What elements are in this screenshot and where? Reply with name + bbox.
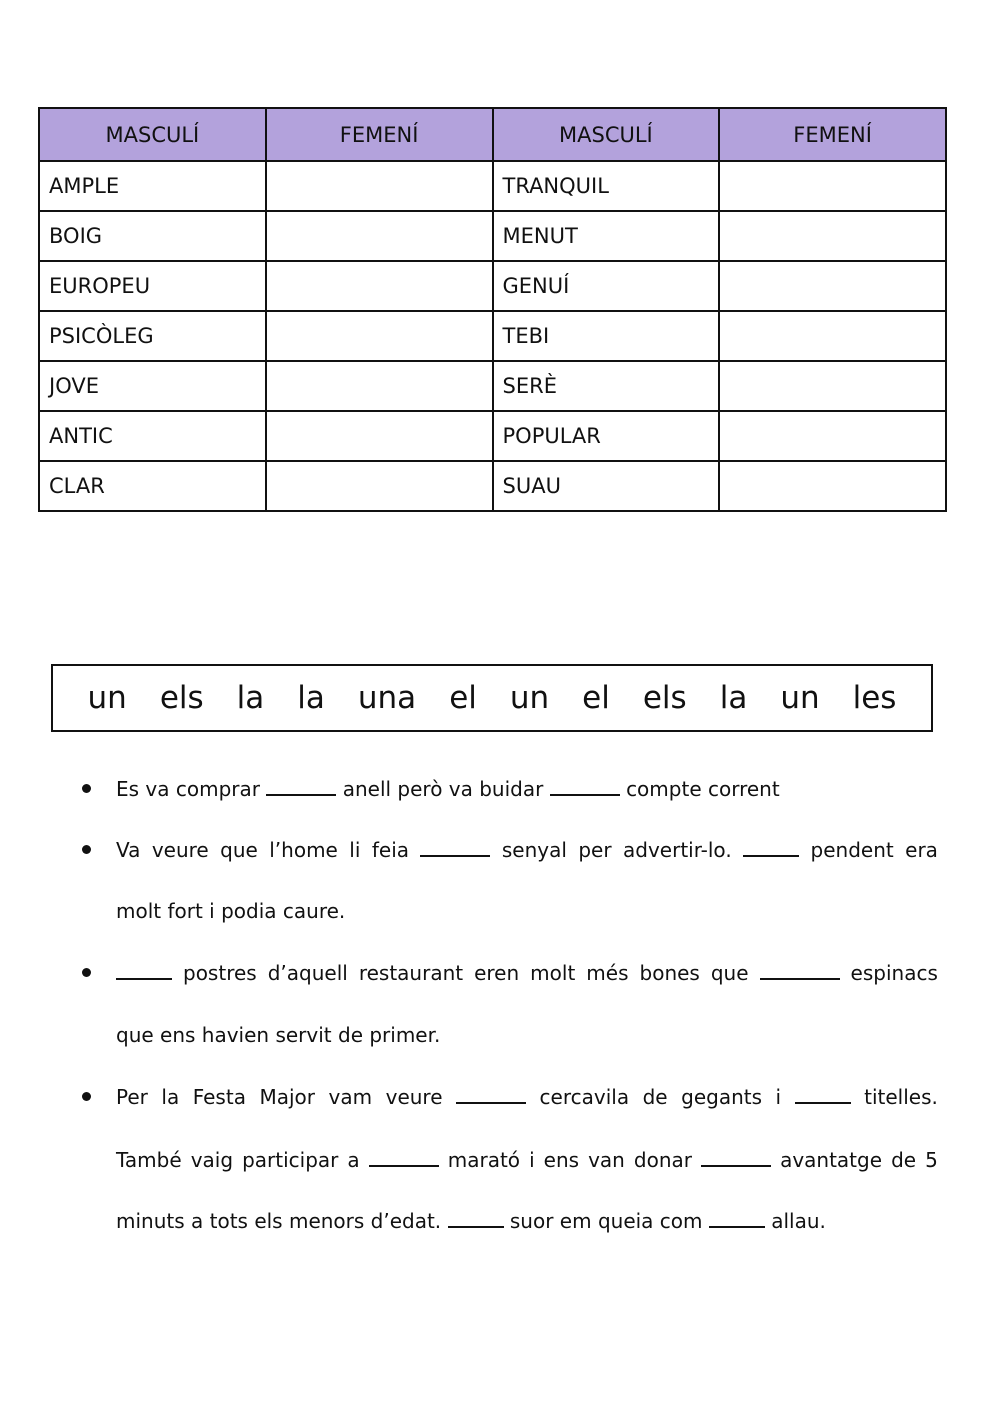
feminine-answer-cell[interactable] (266, 411, 493, 461)
feminine-answer-input[interactable] (267, 412, 492, 460)
fill-blank[interactable] (743, 835, 799, 857)
sentence-text: allau. (771, 1209, 826, 1233)
table-row (39, 361, 946, 411)
feminine-answer-cell[interactable] (266, 161, 493, 211)
masculine-word: PSICÒLEG (39, 311, 266, 361)
sentence-word: era (905, 838, 938, 862)
sentence-word: Va (116, 838, 141, 862)
feminine-answer-cell[interactable] (266, 461, 493, 511)
masculine-word: ANTIC (39, 411, 266, 461)
sentence-word: que (220, 838, 258, 862)
sentence-word: espinacs (850, 961, 938, 985)
word-bank-item[interactable]: els (642, 680, 687, 716)
sentence-word: i (775, 1085, 782, 1109)
sentence-word: senyal (501, 838, 567, 862)
feminine-answer-cell[interactable] (719, 211, 946, 261)
sentence-word: També (116, 1148, 182, 1172)
sentence-line (116, 1206, 938, 1234)
sentence-word: van (588, 1148, 625, 1172)
feminine-answer-input[interactable] (720, 262, 945, 310)
fill-blank[interactable] (456, 1082, 526, 1104)
sentence-line (116, 1082, 938, 1110)
header-feminine-1: FEMENÍ (266, 108, 493, 161)
table-row (39, 311, 946, 361)
sentence-word: pendent (810, 838, 894, 862)
sentence-line (116, 1145, 938, 1173)
header-feminine-2: FEMENÍ (719, 108, 946, 161)
sentence-word: participar (242, 1148, 339, 1172)
bullet-icon (82, 845, 91, 854)
word-bank-item[interactable]: un (87, 680, 127, 716)
sentence-word: molt (530, 961, 576, 985)
feminine-answer-input[interactable] (267, 162, 492, 210)
fill-blank[interactable] (448, 1206, 504, 1228)
feminine-answer-cell[interactable] (719, 311, 946, 361)
fill-blank[interactable] (369, 1145, 439, 1167)
sentence-word: avantatge (780, 1148, 883, 1172)
bullet-icon (82, 968, 91, 977)
sentence-word: feia (371, 838, 410, 862)
sentence-text: suor em queia com (509, 1209, 703, 1233)
masculine-word: EUROPEU (39, 261, 266, 311)
masculine-word: CLAR (39, 461, 266, 511)
feminine-answer-input[interactable] (720, 312, 945, 360)
feminine-answer-input[interactable] (720, 162, 945, 210)
sentence-text: que ens havien servit de primer. (116, 1023, 441, 1047)
sentence-word: veure (385, 1085, 443, 1109)
sentence-text: compte corrent (626, 777, 780, 801)
sentence-word: gegants (681, 1085, 763, 1109)
sentence-word: Major (259, 1085, 315, 1109)
sentence-line (116, 958, 938, 986)
sentence-word: veure (151, 838, 209, 862)
feminine-answer-cell[interactable] (266, 311, 493, 361)
feminine-answer-input[interactable] (267, 212, 492, 260)
fill-blank[interactable] (420, 835, 490, 857)
sentence-word: Per (116, 1085, 148, 1109)
masculine-word: POPULAR (493, 411, 720, 461)
word-bank-item[interactable]: les (852, 680, 897, 716)
fill-blank[interactable] (760, 958, 840, 980)
sentence-word: advertir-lo. (623, 838, 732, 862)
sentence-text: molt fort i podia caure. (116, 899, 346, 923)
word-bank-item[interactable]: la (719, 680, 748, 716)
table-row (39, 261, 946, 311)
header-masculine-2: MASCULÍ (493, 108, 720, 161)
sentence-word: més (586, 961, 629, 985)
feminine-answer-cell[interactable] (719, 411, 946, 461)
feminine-answer-input[interactable] (267, 262, 492, 310)
sentence-line (116, 835, 938, 863)
word-bank-item[interactable]: els (159, 680, 204, 716)
feminine-answer-cell[interactable] (719, 261, 946, 311)
masculine-word: MENUT (493, 211, 720, 261)
sentence-word: li (349, 838, 361, 862)
fill-blank[interactable] (709, 1206, 765, 1228)
sentence-text: Es va comprar (116, 777, 260, 801)
sentence-word: 5 (925, 1148, 938, 1172)
feminine-answer-cell[interactable] (719, 461, 946, 511)
adjective-table (38, 107, 947, 512)
word-bank-item[interactable]: una (357, 680, 417, 716)
sentence-text: minuts a tots els menors d’edat. (116, 1209, 442, 1233)
table-header-row (39, 108, 946, 161)
word-bank-item[interactable]: el (449, 680, 477, 716)
sentence-word: postres (183, 961, 257, 985)
sentence-word: bones (639, 961, 700, 985)
feminine-answer-input[interactable] (720, 462, 945, 510)
feminine-answer-cell[interactable] (266, 211, 493, 261)
feminine-answer-input[interactable] (720, 412, 945, 460)
fill-blank[interactable] (701, 1145, 771, 1167)
fill-blank[interactable] (550, 774, 620, 796)
feminine-answer-input[interactable] (267, 462, 492, 510)
feminine-answer-cell[interactable] (719, 361, 946, 411)
word-bank-item[interactable]: el (582, 680, 610, 716)
table-row (39, 161, 946, 211)
fill-blank[interactable] (266, 774, 336, 796)
table-row (39, 411, 946, 461)
sentence-text: anell però va buidar (342, 777, 544, 801)
table-row (39, 211, 946, 261)
masculine-word: JOVE (39, 361, 266, 411)
sentence-word: a (347, 1148, 360, 1172)
feminine-answer-cell[interactable] (266, 361, 493, 411)
sentence-word: la (161, 1085, 180, 1109)
fill-blank[interactable] (795, 1082, 851, 1104)
feminine-answer-cell[interactable] (266, 261, 493, 311)
bullet-icon (82, 784, 91, 793)
masculine-word: SUAU (493, 461, 720, 511)
sentence-word: de (891, 1148, 917, 1172)
sentence-line (116, 774, 938, 802)
sentence-word: Festa (192, 1085, 246, 1109)
sentence-word: donar (633, 1148, 692, 1172)
masculine-word: TRANQUIL (493, 161, 720, 211)
sentence-line (116, 1021, 938, 1049)
feminine-answer-input[interactable] (267, 312, 492, 360)
sentence-word: titelles. (864, 1085, 938, 1109)
sentence-word: l’home (269, 838, 338, 862)
header-masculine-1: MASCULÍ (39, 108, 266, 161)
word-bank-item[interactable]: un (780, 680, 820, 716)
table-row (39, 461, 946, 511)
sentence-word: per (578, 838, 612, 862)
sentence-word: i (529, 1148, 535, 1172)
word-bank-item[interactable]: la (236, 680, 265, 716)
masculine-word: SERÈ (493, 361, 720, 411)
sentence-word: de (642, 1085, 668, 1109)
word-bank (51, 664, 933, 732)
word-bank-item[interactable]: un (509, 680, 550, 716)
feminine-answer-input[interactable] (267, 362, 492, 410)
word-bank-item[interactable]: la (297, 680, 325, 716)
sentence-word: vam (328, 1085, 373, 1109)
sentence-word: vaig (190, 1148, 234, 1172)
sentence-word: restaurant (358, 961, 464, 985)
sentence-word: que (710, 961, 749, 985)
masculine-word: AMPLE (39, 161, 266, 211)
masculine-word: BOIG (39, 211, 266, 261)
sentence-word: ens (543, 1148, 580, 1172)
sentence-word: cercavila (539, 1085, 630, 1109)
sentence-line (116, 897, 938, 925)
masculine-word: GENUÍ (493, 261, 720, 311)
feminine-answer-input[interactable] (720, 362, 945, 410)
feminine-answer-input[interactable] (720, 212, 945, 260)
sentence-word: marató (447, 1148, 521, 1172)
feminine-answer-cell[interactable] (719, 161, 946, 211)
masculine-word: TEBI (493, 311, 720, 361)
fill-blank[interactable] (116, 958, 172, 980)
sentence-word: d’aquell (267, 961, 348, 985)
sentence-word: eren (474, 961, 520, 985)
bullet-icon (82, 1092, 91, 1101)
